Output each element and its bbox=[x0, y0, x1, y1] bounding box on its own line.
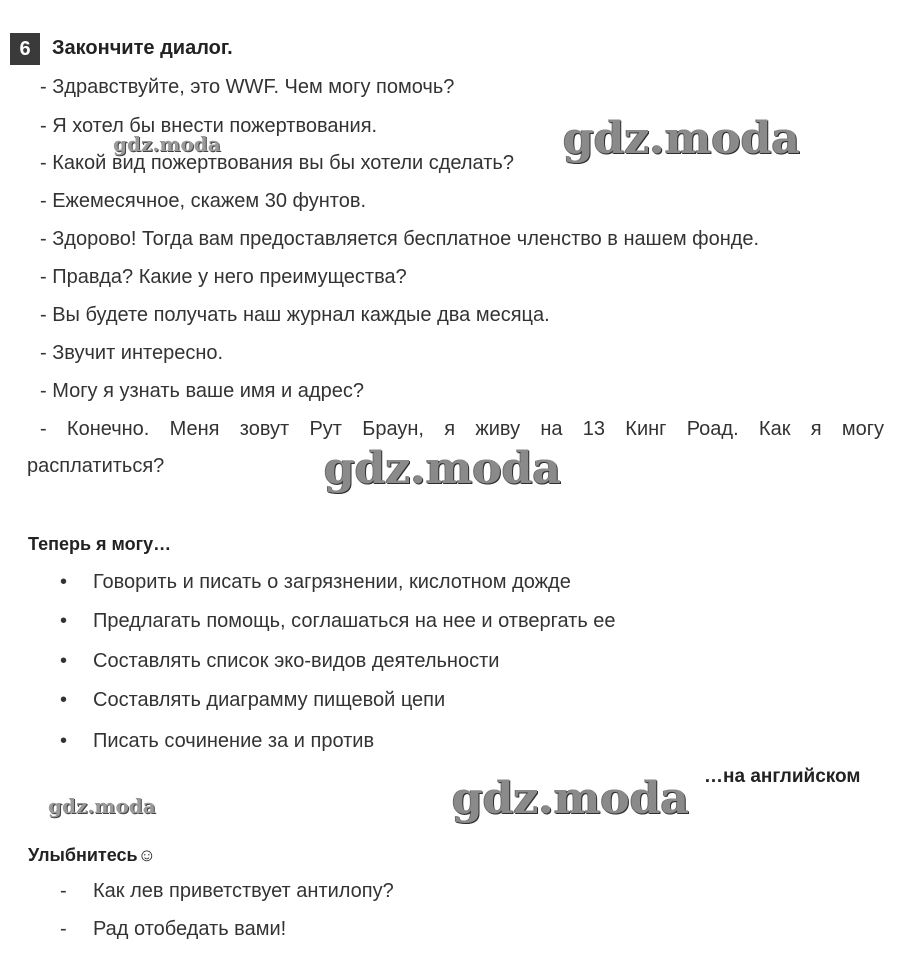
dialogue-line-10: - Конечно. Меня зовут Рут Браун, я живу на 13 Кинг Роад. Как я могу bbox=[40, 418, 884, 440]
exercise-title: Закончите диалог. bbox=[52, 37, 233, 59]
bullet-icon: • bbox=[60, 610, 68, 632]
can-do-item bbox=[60, 650, 499, 673]
can-do-item-text: Составлять список эко-видов деятельности bbox=[93, 650, 500, 672]
joke-line bbox=[60, 880, 394, 903]
dialogue-line-6: - Правда? Какие у него преимущества? bbox=[40, 266, 407, 288]
english-label: …на английском bbox=[704, 766, 861, 787]
joke-line-text: Рад отобедать вами! bbox=[93, 918, 287, 940]
watermark-logo: gdz.moda bbox=[452, 773, 690, 824]
watermark-logo: gdz.moda bbox=[563, 113, 801, 164]
can-do-item-text: Говорить и писать о загрязнении, кислотном дожде bbox=[93, 571, 571, 593]
dialogue-line-1: - Здравствуйте, это WWF. Чем могу помочь? bbox=[40, 76, 455, 98]
dialogue-line-5: - Здорово! Тогда вам предоставляется бесплатное членство в нашем фонде. bbox=[40, 228, 760, 250]
can-do-title: Теперь я могу… bbox=[28, 534, 172, 554]
smile-title: Улыбнитесь☺ bbox=[28, 845, 156, 865]
bullet-icon: • bbox=[60, 730, 68, 752]
can-do-item bbox=[60, 610, 616, 633]
bullet-icon: • bbox=[60, 650, 68, 672]
bullet-icon: • bbox=[60, 689, 68, 711]
dialogue-line-3: - Какой вид пожертвования вы бы хотели сделать? bbox=[40, 152, 514, 174]
bullet-icon: • bbox=[60, 571, 68, 593]
can-do-item bbox=[60, 689, 445, 712]
can-do-item bbox=[60, 571, 571, 594]
dialogue-line-4: - Ежемесячное, скажем 30 фунтов. bbox=[40, 190, 367, 212]
dialogue-line-7: - Вы будете получать наш журнал каждые два месяца. bbox=[40, 304, 550, 326]
dash-icon: - bbox=[60, 880, 67, 902]
joke-line bbox=[60, 918, 286, 941]
can-do-item-text: Предлагать помощь, соглашаться на нее и отвергать ее bbox=[93, 610, 616, 632]
watermark-logo: gdz.moda bbox=[324, 443, 562, 494]
dash-icon: - bbox=[60, 918, 67, 940]
dialogue-line-9: - Могу я узнать ваше имя и адрес? bbox=[40, 380, 364, 402]
watermark-logo-small: gdz.moda bbox=[113, 132, 221, 156]
joke-line-text: Как лев приветствует антилопу? bbox=[93, 880, 394, 902]
can-do-item-text: Составлять диаграмму пищевой цепи bbox=[93, 689, 446, 711]
dialogue-line-8: - Звучит интересно. bbox=[40, 342, 224, 364]
can-do-item bbox=[60, 730, 374, 753]
can-do-item-text: Писать сочинение за и против bbox=[93, 730, 375, 752]
dialogue-line-10-continuation: расплатиться? bbox=[27, 455, 165, 477]
watermark-logo-small: gdz.moda bbox=[48, 794, 156, 818]
exercise-number-badge: 6 bbox=[10, 33, 40, 65]
dialogue-line-2: - Я хотел бы внести пожертвования. bbox=[40, 115, 378, 137]
